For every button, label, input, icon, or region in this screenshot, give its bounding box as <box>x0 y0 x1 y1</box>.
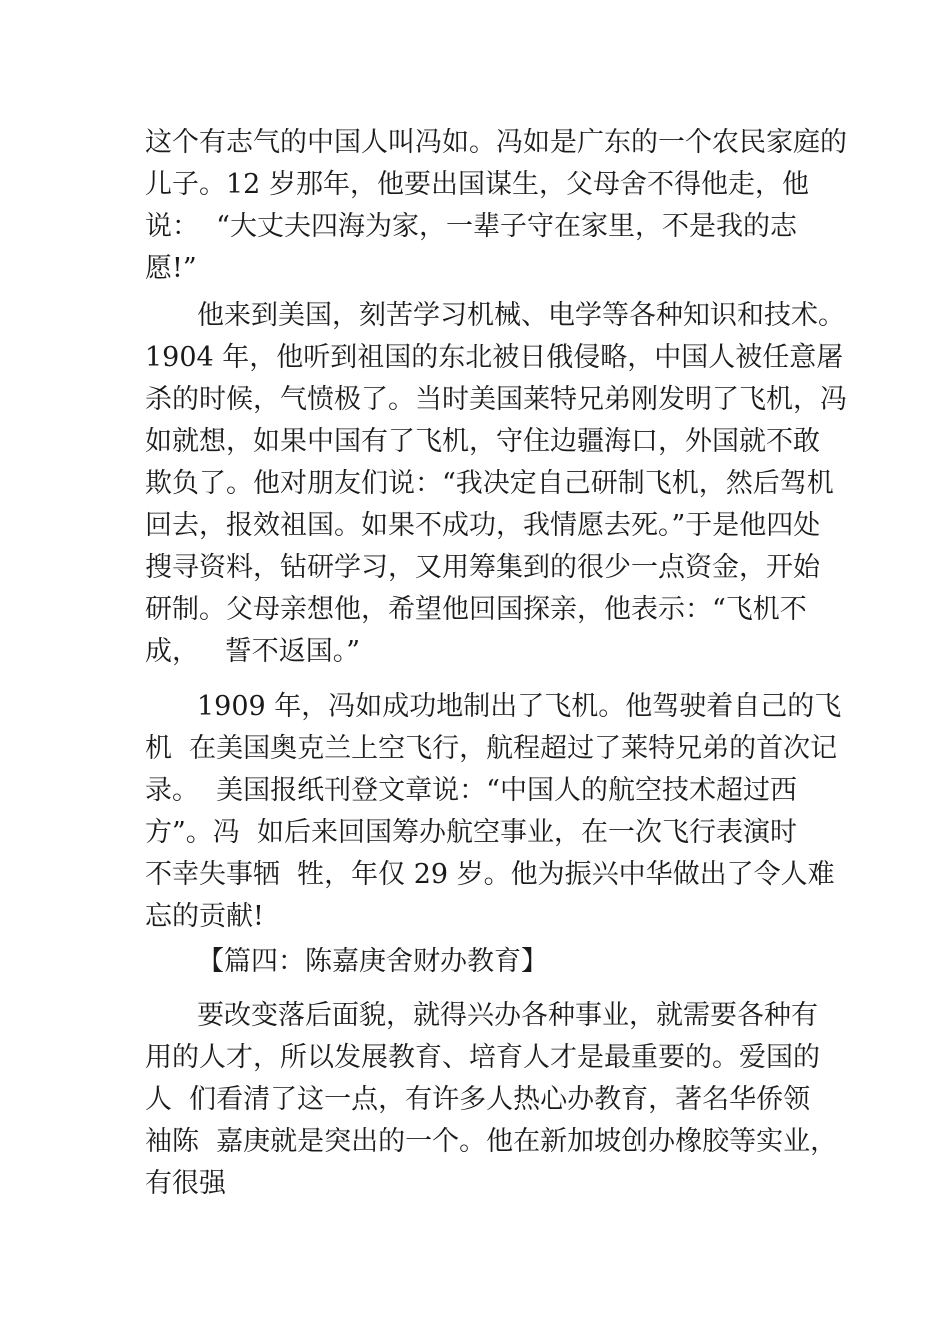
text-line: 他来到美国，刻苦学习机械、电学等各种知识和技术。 <box>197 300 845 331</box>
text-line: 人 们看清了这一点，有许多人热心办教育，著名华侨领 <box>145 1084 811 1115</box>
text-line: 1909 年，冯如成功地制出了飞机。他驾驶着自己的飞 <box>197 691 842 722</box>
text-line: 杀的时候，气愤极了。当时美国莱特兄弟刚发明了飞机，冯 <box>145 384 847 415</box>
text-line: 不幸失事牺 牲，年仅 29 岁。他为振兴中华做出了令人难 <box>145 859 835 890</box>
text-line: 忘的贡献! <box>145 901 264 932</box>
text-line: 研制。父母亲想他，希望他回国探亲，他表示：“飞机不 <box>145 594 807 625</box>
text-line: 机 在美国奥克兰上空飞行，航程超过了莱特兄弟的首次记 <box>145 733 838 764</box>
text-line: 有很强 <box>145 1168 226 1199</box>
text-line: 欺负了。他对朋友们说：“我决定自己研制飞机，然后驾机 <box>145 468 834 499</box>
text-line: 回去，报效祖国。如果不成功，我情愿去死。”于是他四处 <box>145 510 821 541</box>
text-line: 1904 年，他听到祖国的东北被日俄侵略，中国人被任意屠 <box>145 342 844 373</box>
text-line: 如就想，如果中国有了飞机，守住边疆海口，外国就不敢 <box>145 426 820 457</box>
text-line: 说： “大丈夫四海为家，一辈子守在家里，不是我的志 <box>145 211 797 242</box>
text-line: 搜寻资料，钻研学习，又用筹集到的很少一点资金，开始 <box>145 552 820 583</box>
text-line: 用的人才，所以发展教育、培育人才是最重要的。爱国的 <box>145 1042 820 1073</box>
text-line: 袖陈 嘉庚就是突出的一个。他在新加坡创办橡胶等实业， <box>145 1126 838 1157</box>
text-line: 成， 誓不返国。” <box>145 636 361 667</box>
text-line: 愿!” <box>145 253 197 284</box>
text-line: 要改变落后面貌，就得兴办各种事业，就需要各种有 <box>197 1000 818 1031</box>
text-line: 方”。冯 如后来回国筹办航空事业，在一次飞行表演时 <box>145 817 797 848</box>
text-line: 录。 美国报纸刊登文章说：“中国人的航空技术超过西 <box>145 775 797 806</box>
section-heading: 【篇四：陈嘉庚舍财办教育】 <box>197 946 548 977</box>
text-line: 儿子。12 岁那年，他要出国谋生，父母舍不得他走，他 <box>145 169 809 200</box>
text-line: 这个有志气的中国人叫冯如。冯如是广东的一个农民家庭的 <box>145 127 847 158</box>
